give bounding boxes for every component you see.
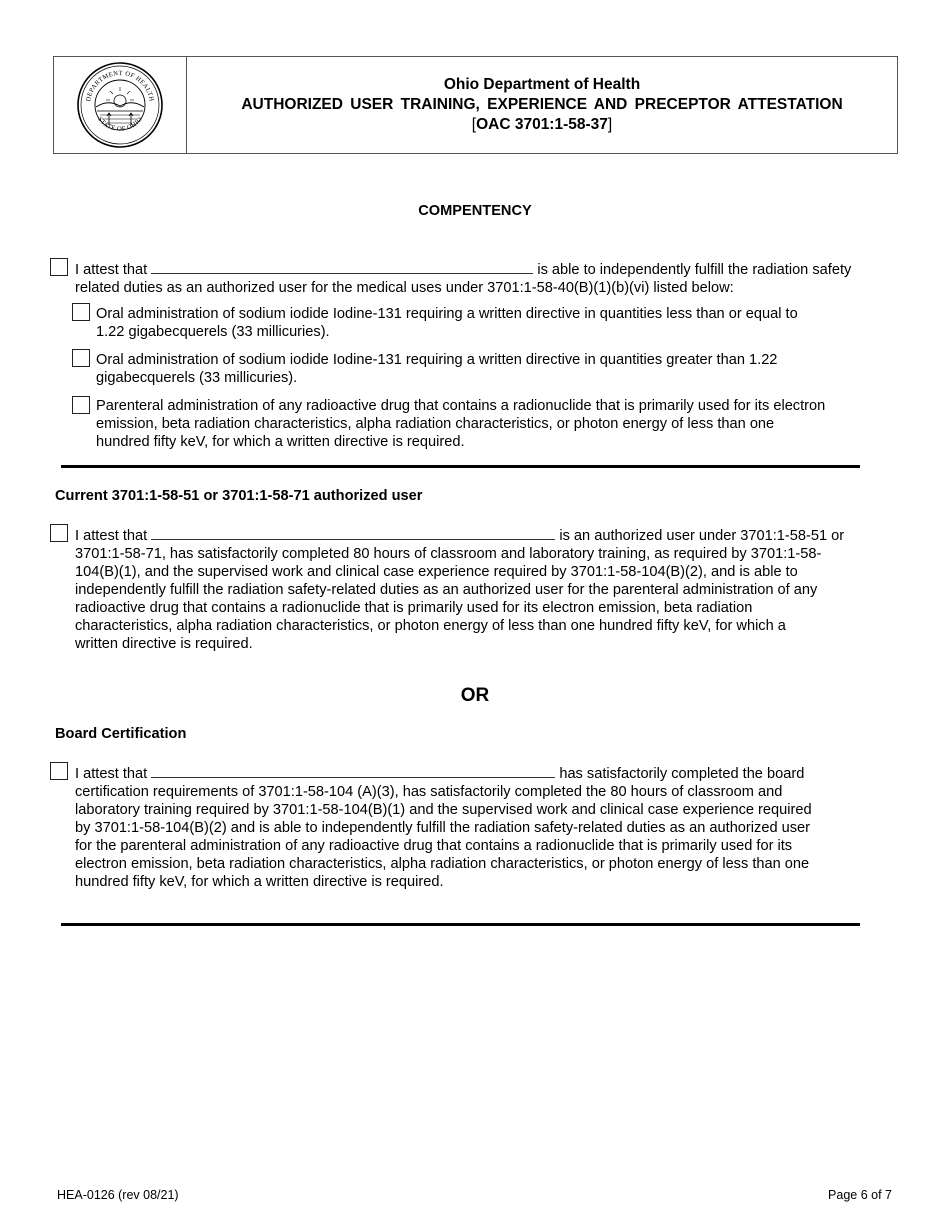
option-iodine-high-checkbox[interactable] [72,349,90,367]
option-line: 1.22 gigabecquerels (33 millicuries). [96,324,330,340]
body-line: certification requirements of 3701:1-58-104 (A)(3), has satisfactorily completed the 80 hours of classroom and [75,784,783,800]
attest-prefix: I attest that [75,262,148,278]
option-line: Parenteral administration of any radioactive drug that contains a radionuclide that is primarily used for its electron [96,398,826,414]
body-line: independently fulfill the radiation safety-related duties as an authorized user for the parenteral administration of any [75,582,818,598]
seal-cell [54,57,187,153]
section-divider [61,923,860,926]
option-line: gigabecquerels (33 millicuries). [96,370,298,386]
option-parenteral-text [96,397,936,451]
rule-citation [472,115,612,135]
section-divider [61,465,860,468]
form-number: HEA-0126 (rev 08/21) [57,1188,179,1202]
board-attest-checkbox[interactable] [50,762,68,780]
option-line: hundred fifty keV, for which a written directive is required. [96,434,465,450]
body-line: radioactive drug that contains a radionuclide that is primarily used for its electron emission, beta radiation [75,600,753,616]
header-title-block [187,57,897,153]
body-line: characteristics, alpha radiation characteristics, or photon energy of less than one hundred fifty keV, for which a [75,618,786,634]
form-header [53,56,898,154]
option-iodine-low-text [96,305,926,341]
option-iodine-high-text [96,351,926,387]
body-line: 3701:1-58-71, has satisfactorily completed 80 hours of classroom and laboratory training, as required by 3701:1-58- [75,546,822,562]
current-user-name-field[interactable] [151,525,555,540]
board-certification-heading: Board Certification [55,726,187,742]
rule-code: OAC 3701:1-58-37 [476,116,608,133]
attest-line-2: related duties as an authorized user for the medical uses under 3701:1-58-40(B)(1)(b)(vi) listed below: [75,280,734,296]
option-line: Oral administration of sodium iodide Iodine-131 requiring a written directive in quantities less than or equal to [96,306,798,322]
form-title: AUTHORIZED USER TRAINING, EXPERIENCE AND PRECEPTOR ATTESTATION [241,96,843,113]
ohio-department-of-health-seal [76,61,164,149]
current-user-attest-text [75,525,925,653]
attest-prefix: I attest that [75,766,148,782]
competency-attest-checkbox[interactable] [50,258,68,276]
attest-suffix: is able to independently fulfill the radiation safety [537,262,852,278]
option-line: emission, beta radiation characteristics, alpha radiation characteristics, or photon energy of less than one [96,416,775,432]
option-parenteral-checkbox[interactable] [72,396,90,414]
attest-suffix: is an authorized user under 3701:1-58-51 or [559,528,845,544]
rule-bracket-open: [ [471,116,477,133]
competency-heading: COMPENTENCY [418,203,532,219]
board-attest-text [75,763,925,891]
seal-bottom-text: STATE OF OHIO [96,115,144,133]
agency-name: Ohio Department of Health [443,76,641,93]
page-number: Page 6 of 7 [828,1188,892,1202]
body-line: hundred fifty keV, for which a written directive is required. [75,874,444,890]
option-line: Oral administration of sodium iodide Iodine-131 requiring a written directive in quantities greater than 1.22 [96,352,778,368]
body-line: electron emission, beta radiation characteristics, alpha radiation characteristics, or photon energy of less than one [75,856,810,872]
body-line: by 3701:1-58-104(B)(2) and is able to independently fulfill the radiation safety-related duties as an authorized user [75,820,811,836]
competency-attest-text [75,259,915,297]
rule-bracket-close: ] [607,116,613,133]
competency-name-field[interactable] [151,259,533,274]
board-name-field[interactable] [151,763,555,778]
attest-prefix: I attest that [75,528,148,544]
body-line: written directive is required. [75,636,253,652]
current-user-attest-checkbox[interactable] [50,524,68,542]
body-line: laboratory training required by 3701:1-58-104(B)(1) and the supervised work and clinical case experience required [75,802,812,818]
attest-suffix: has satisfactorily completed the board [559,766,805,782]
body-line: 104(B)(1), and the supervised work and clinical case experience required by 3701:1-58-104(B)(2), and is able to [75,564,798,580]
current-user-heading: Current 3701:1-58-51 or 3701:1-58-71 authorized user [55,488,423,504]
or-separator: OR [460,685,490,706]
option-iodine-low-checkbox[interactable] [72,303,90,321]
seal-top-text: DEPARTMENT OF HEALTH [85,69,155,103]
body-line: for the parenteral administration of any radioactive drug that contains a radionuclide that is primarily used for its [75,838,793,854]
